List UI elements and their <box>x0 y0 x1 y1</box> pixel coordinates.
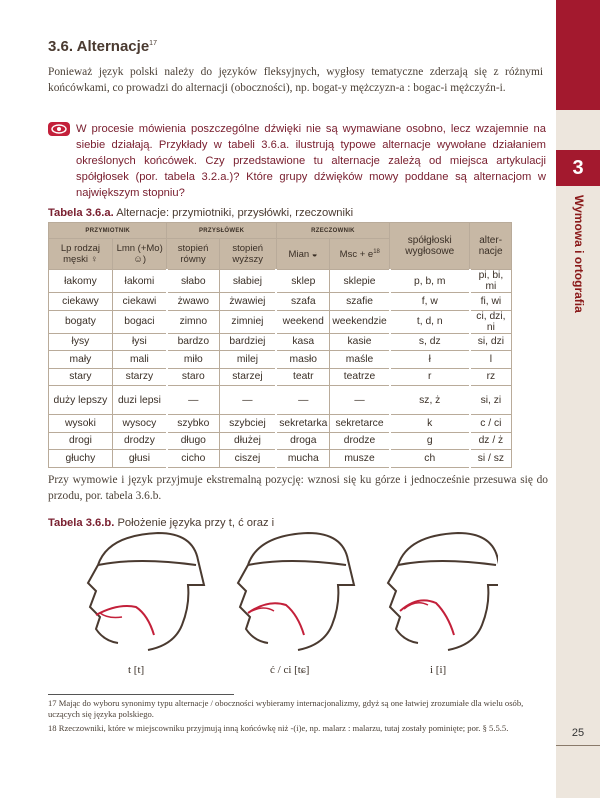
table-cell: cicho <box>167 450 219 468</box>
table-cell: duży lepszy <box>49 386 113 415</box>
table-cell: — <box>167 386 219 415</box>
intro-paragraph: Ponieważ język polski należy do języków fleksyjnych, wygłosy tematyczne zderzają się z różnymi końcówkami, co prowadzi do alternacji (oboczności), np. bogat-y mężczyzn-a : bogac-i mężczyźn-i. <box>48 66 543 94</box>
note-box <box>48 121 546 201</box>
table-cell: łakomi <box>112 270 167 293</box>
chapter-title: Wymowa i ortografia <box>572 195 586 313</box>
table-cell: ch <box>390 450 470 468</box>
table-cell: teatrze <box>330 368 390 386</box>
table-cell: słabo <box>167 270 219 293</box>
table-cell: bardzo <box>167 333 219 351</box>
table-cell: starzy <box>112 368 167 386</box>
table-cell: żwawiej <box>219 293 276 311</box>
tongue-paragraph: Przy wymowie i język przyjmuje ekstremalną pozycję: wznosi się ku górze i jednocześnie przesuwa się do przodu, por. tabela 3.6.b. <box>48 474 548 502</box>
table-cell: t, d, n <box>390 310 470 333</box>
table-cell: bogaci <box>112 310 167 333</box>
table-cell: si / sz <box>470 450 512 468</box>
label-i: i [i] <box>430 664 447 676</box>
header-adjective: PRZYMIOTNIK <box>49 223 167 239</box>
table-cell: głusi <box>112 450 167 468</box>
table-cell: l <box>470 351 512 369</box>
table-cell: fi, wi <box>470 293 512 311</box>
table-cell: — <box>276 386 330 415</box>
table-cell: ciekawi <box>112 293 167 311</box>
footnote-18: 18 Rzeczowniki, które w miejscowniku przyjmują inną końcówkę niż -(i)e, np. malarz : malarzu, tutaj zostały pominięte; por. § 5.5.5. <box>48 723 509 733</box>
table-cell: musze <box>330 450 390 468</box>
table-cell: — <box>219 386 276 415</box>
table-cell: droga <box>276 432 330 450</box>
table-row <box>49 333 512 351</box>
table-cell: pi, bi, mi <box>470 270 512 293</box>
label-c: ć / ci [tɕ] <box>270 664 310 676</box>
table-cell: ci, dzi, ni <box>470 310 512 333</box>
table-row <box>49 415 512 433</box>
table-row <box>49 293 512 311</box>
subheader-comparative: stopień wyższy <box>219 239 276 270</box>
table-cell: c / ci <box>470 415 512 433</box>
table-cell: ciekawy <box>49 293 113 311</box>
table-cell: staro <box>167 368 219 386</box>
table-cell: dz / ż <box>470 432 512 450</box>
table-cell: g <box>390 432 470 450</box>
table-cell: wysocy <box>112 415 167 433</box>
table-cell: duzi lepsi <box>112 386 167 415</box>
tongue-position-illustrations <box>78 525 498 655</box>
table-cell: szybko <box>167 415 219 433</box>
head-profile-t <box>88 533 204 650</box>
table-cell: miło <box>167 351 219 369</box>
head-profile-i <box>388 533 498 650</box>
table-cell: szybciej <box>219 415 276 433</box>
table-row <box>49 270 512 293</box>
table-cell: długo <box>167 432 219 450</box>
table-cell: wysoki <box>49 415 113 433</box>
table-cell: weekendzie <box>330 310 390 333</box>
label-t: t [t] <box>128 664 145 676</box>
section-title: 3.6. Alternacje$^{17}$ <box>48 38 157 55</box>
table-cell: milej <box>219 351 276 369</box>
table-row <box>49 351 512 369</box>
table-cell: drogi <box>49 432 113 450</box>
table-cell: si, zi <box>470 386 512 415</box>
table-cell: kasie <box>330 333 390 351</box>
chapter-sidebar <box>556 0 600 798</box>
table-cell: głuchy <box>49 450 113 468</box>
table-cell: drodzy <box>112 432 167 450</box>
table-cell: rz <box>470 368 512 386</box>
table-cell: starzej <box>219 368 276 386</box>
table-cell: ł <box>390 351 470 369</box>
page-number-rule <box>556 745 600 746</box>
head-profile-c <box>238 533 354 650</box>
subheader-nominative: Mian ◒ <box>276 239 330 270</box>
table-cell: łysi <box>112 333 167 351</box>
table-row <box>49 368 512 386</box>
table-cell: bogaty <box>49 310 113 333</box>
footnote-rule <box>48 694 234 695</box>
sidebar-top-band <box>556 0 600 110</box>
table-cell: bardziej <box>219 333 276 351</box>
table-cell: szafie <box>330 293 390 311</box>
table-cell: — <box>330 386 390 415</box>
table-cell: sklepie <box>330 270 390 293</box>
subheader-singular-masc: Lp rodzaj męski ♀ <box>49 239 113 270</box>
eye-icon <box>48 122 70 136</box>
table-cell: stary <box>49 368 113 386</box>
header-final-consonants: spółgłoski wygłosowe <box>390 223 470 270</box>
table-cell: kasa <box>276 333 330 351</box>
footnote-mark: 17 <box>149 40 157 47</box>
table-cell: drodze <box>330 432 390 450</box>
table-cell: r <box>390 368 470 386</box>
table-cell: zimno <box>167 310 219 333</box>
subheader-positive: stopień równy <box>167 239 219 270</box>
header-noun: RZECZOWNIK <box>276 223 389 239</box>
table-cell: teatr <box>276 368 330 386</box>
table-cell: ciszej <box>219 450 276 468</box>
table-cell: sklep <box>276 270 330 293</box>
chapter-number: 3 <box>556 150 600 186</box>
table-cell: mucha <box>276 450 330 468</box>
table-cell: żwawo <box>167 293 219 311</box>
table-cell: mali <box>112 351 167 369</box>
table-cell: szafa <box>276 293 330 311</box>
table-cell: sz, ż <box>390 386 470 415</box>
table-cell: f, w <box>390 293 470 311</box>
table-cell: p, b, m <box>390 270 470 293</box>
table-row <box>49 432 512 450</box>
table-cell: s, dz <box>390 333 470 351</box>
table-cell: łakomy <box>49 270 113 293</box>
table-cell: si, dzi <box>470 333 512 351</box>
table-cell: maśle <box>330 351 390 369</box>
table-cell: mały <box>49 351 113 369</box>
table-cell: k <box>390 415 470 433</box>
header-alternations: alter-nacje <box>470 223 512 270</box>
alternation-table <box>48 222 512 468</box>
table-row <box>49 386 512 415</box>
footnote-17: 17 Mając do wyboru synonimy typu alternacje / oboczności wybieramy internacjonalizmy, gdyż są one łatwiej zrozumiałe dla wielu osób, uczących się języka polskiego. <box>48 698 524 719</box>
table-cell: weekend <box>276 310 330 333</box>
table-cell: zimniej <box>219 310 276 333</box>
table-cell: słabiej <box>219 270 276 293</box>
table-cell: masło <box>276 351 330 369</box>
note-text: W procesie mówienia poszczególne dźwięki nie są wymawiane osobno, lecz wzajemnie na siebie działają. Przykłady w tabeli 3.6.a. ilustrują typowe alternacje wywołane działaniem określonych końcówek. Czy przedstawione tu alternacje zależą od miejsca artykulacji spółgłosek (por. tabela 3.2.a.)? Które grupy dźwięków mowy poddane są alternacjom w największym stopniu? <box>76 123 546 199</box>
subheader-plural-masc-personal: Lmn (+Mo) ☺) <box>112 239 167 270</box>
table-cell: sekretarka <box>276 415 330 433</box>
page-number: 25 <box>571 727 585 739</box>
header-adverb: PRZYSŁÓWEK <box>167 223 276 239</box>
table-row <box>49 310 512 333</box>
table-row <box>49 450 512 468</box>
table-a-caption: Tabela 3.6.a. Alternacje: przymiotniki, przysłówki, rzeczowniki <box>48 207 354 219</box>
table-b-caption: Tabela 3.6.b. Położenie języka przy t, ć oraz i <box>48 517 275 529</box>
table-cell: łysy <box>49 333 113 351</box>
table-cell: sekretarce <box>330 415 390 433</box>
table-cell: dłużej <box>219 432 276 450</box>
subheader-locative: Msc + $e^{18}$ <box>330 239 390 270</box>
